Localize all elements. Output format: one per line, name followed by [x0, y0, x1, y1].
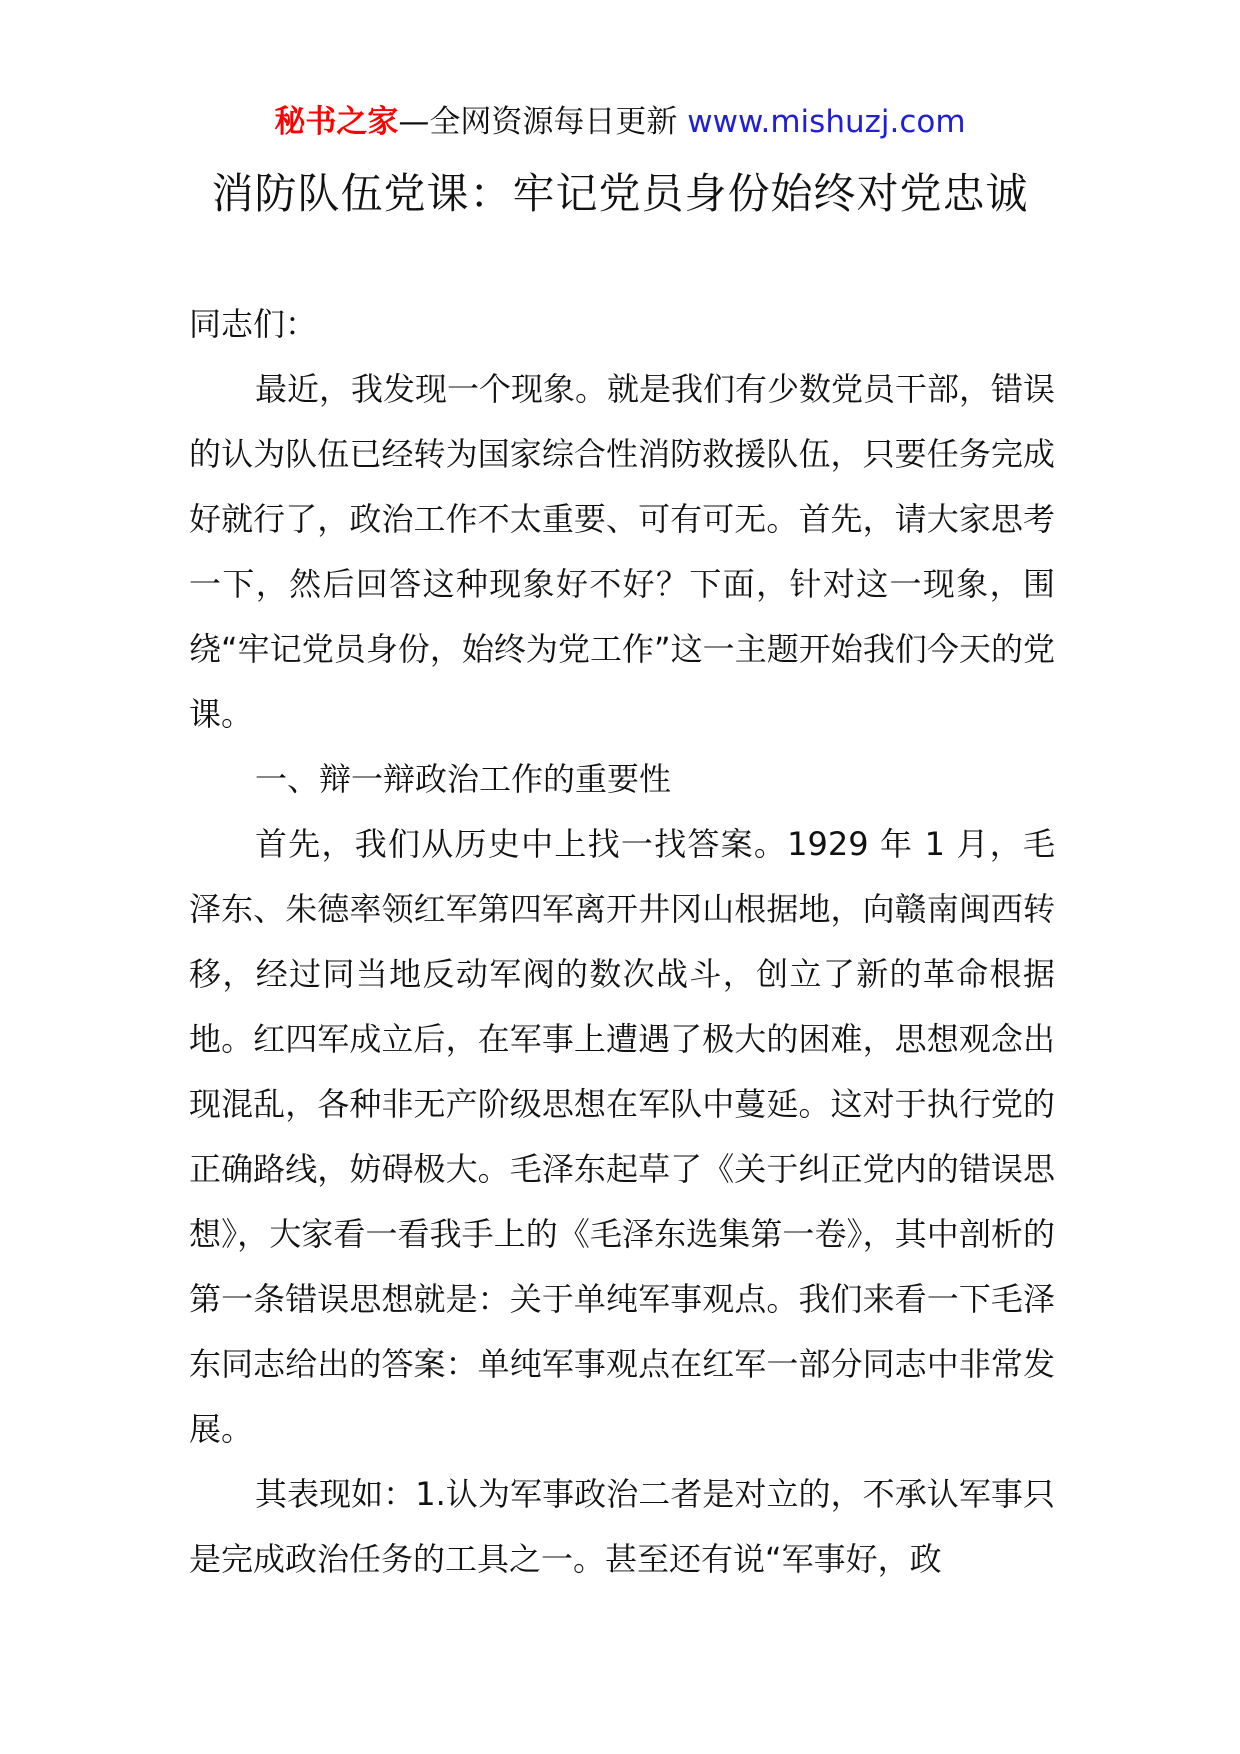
- header-tagline: —全网资源每日更新: [398, 104, 688, 140]
- paragraph: 首先，我们从历史中上找一找答案。1929 年 1 月，毛泽东、朱德率领红军第四军离开井冈山根据地，向赣南闽西转移，经过同当地反动军阀的数次战斗，创立了新的革命根据地。红四军成立后，在军事上遭遇了极大的困难，思想观念出现混乱，各种非无产阶级思想在军队中蔓延。这对于执行党的正确路线，妨碍极大。毛泽东起草了《关于纠正党内的错误思想》，大家看一看我手上的《毛泽东选集第一卷》，其中剖析的第一条错误思想就是：关于单纯军事观点。我们来看一下毛泽东同志给出的答案：单纯军事观点在红军一部分同志中非常发展。: [189, 825, 1055, 1448]
- document-body: [189, 292, 1055, 1592]
- paragraph: 其表现如：1.认为军事政治二者是对立的，不承认军事只是完成政治任务的工具之一。甚至还有说“军事好，政: [189, 1475, 1055, 1578]
- document-title: 消防队伍党课：牢记党员身份始终对党忠诚: [211, 169, 1029, 218]
- section-heading: 一、辩一辩政治工作的重要性: [255, 760, 672, 798]
- salutation: 同志们：: [189, 305, 318, 343]
- paragraph: 最近，我发现一个现象。就是我们有少数党员干部，错误的认为队伍已经转为国家综合性消防救援队伍，只要任务完成好就行了，政治工作不太重要、可有可无。首先，请大家思考一下，然后回答这种现象好不好？下面，针对这一现象，围绕“牢记党员身份，始终为党工作”这一主题开始我们今天的党课。: [189, 370, 1056, 733]
- brand-name: 秘书之家: [274, 104, 399, 140]
- site-url-link[interactable]: www.mishuzj.com: [687, 104, 966, 140]
- site-header: [0, 100, 1240, 144]
